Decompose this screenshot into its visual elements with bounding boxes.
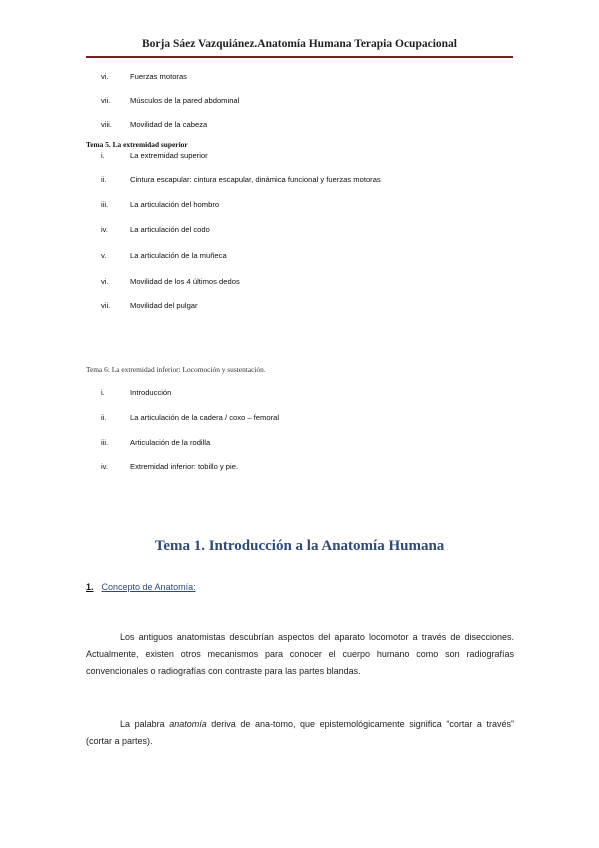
chapter-heading: Tema 1. Introducción a la Anatomía Humana: [154, 538, 445, 554]
section-heading: [86, 582, 196, 592]
paragraph: Los antiguos anatomistas descubrían aspectos del aparato locomotor a través de disecciones. Actualmente, existen otros mecanismos para conocer el cuerpo humano como son radiografías convencionales o radiografías con contraste para las partes blandas.: [86, 632, 514, 676]
section-title-tema6: Tema 6: La extremidad inferior: Locomoción y sustentación.: [86, 365, 266, 374]
section-number: 1.: [86, 582, 94, 592]
paragraph: La palabra anatomía deriva de ana-tomo, que epistemológicamente significa “cortar a través” (cortar a partes).: [86, 719, 514, 746]
header-rule: [86, 56, 513, 58]
page-header: Borja Sáez Vazquiánez.Anatomía Humana Terapia Ocupacional: [141, 38, 457, 50]
emphasis-term: anatomía: [169, 719, 207, 729]
section-heading-text: Concepto de Anatomía:: [101, 582, 196, 592]
section-title-tema5: Tema 5. La extremidad superior: [86, 140, 188, 149]
